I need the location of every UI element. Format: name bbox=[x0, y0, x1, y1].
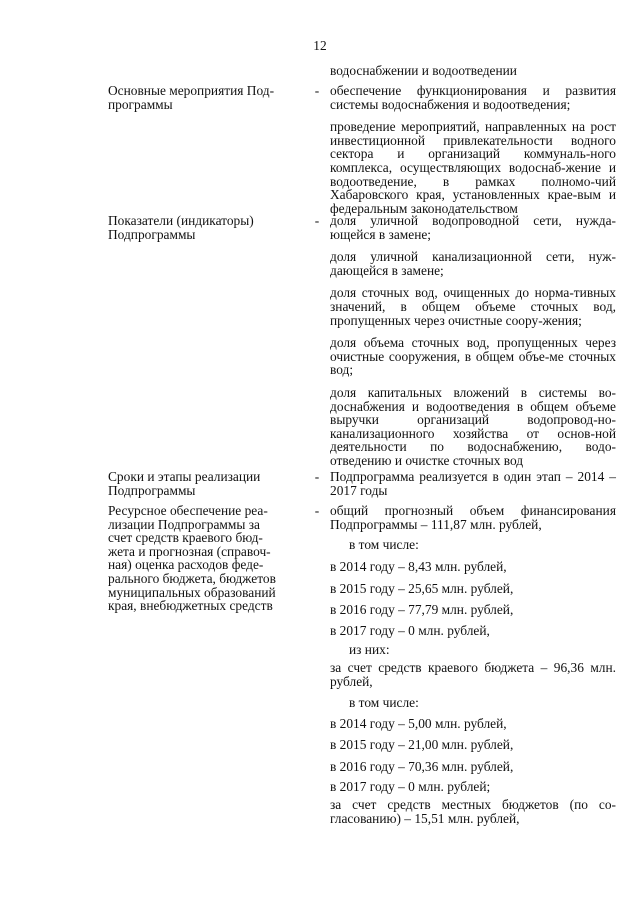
row-items bbox=[330, 84, 616, 224]
of-them-label: из них: bbox=[349, 642, 390, 657]
page-number: 12 bbox=[313, 38, 327, 53]
row-label: Основные мероприятия Под- программы bbox=[108, 83, 275, 112]
list-item: Подпрограмма реализуется в один этап – 2014 – 2017 годы bbox=[330, 469, 616, 498]
breakdown-header: в том числе: bbox=[349, 695, 419, 710]
row-items bbox=[330, 504, 616, 540]
list-item: обеспечение функционирования и развития системы водоснабжения и водоотведения; bbox=[330, 83, 616, 112]
list-item: доля капитальных вложений в системы во-доснабжения и водоотведения в общем объеме выручки организаций водопровод-но-канализационного хозяйства от основ-ной деятельности по водоснабжению, водо-отведению и очистке сточных вод bbox=[330, 384, 616, 468]
year-amount: в 2014 году – 5,00 млн. рублей, bbox=[330, 716, 507, 731]
local-budgets-total: за счет средств местных бюджетов (по со-гласованию) – 15,51 млн. рублей, bbox=[330, 797, 616, 826]
continuation-text: водоснабжении и водоотведении bbox=[330, 63, 517, 78]
row-items bbox=[330, 214, 616, 477]
year-amount: в 2017 году – 0 млн. рублей; bbox=[330, 779, 491, 794]
list-item: общий прогнозный объем финансирования Подпрограммы – 111,87 млн. рублей, bbox=[330, 503, 616, 532]
list-item: доля уличной канализационной сети, нуж-дающейся в замене; bbox=[330, 249, 616, 278]
year-amount: в 2015 году – 25,65 млн. рублей, bbox=[330, 581, 514, 596]
breakdown-header: в том числе: bbox=[349, 537, 419, 552]
year-amount: в 2014 году – 8,43 млн. рублей, bbox=[330, 559, 507, 574]
dash-separator: - bbox=[314, 503, 320, 518]
regional-budget-total: за счет средств краевого бюджета – 96,36 млн. рублей, bbox=[330, 660, 616, 689]
dash-separator: - bbox=[314, 469, 320, 484]
year-amount: в 2015 году – 21,00 млн. рублей, bbox=[330, 737, 514, 752]
row-items bbox=[330, 470, 616, 506]
year-amount: в 2016 году – 70,36 млн. рублей, bbox=[330, 759, 514, 774]
row-label: Сроки и этапы реализации Подпрограммы bbox=[108, 469, 261, 498]
row-label: Показатели (индикаторы) Подпрограммы bbox=[108, 213, 254, 242]
list-item: доля объема сточных вод, пропущенных через очистные сооружения, в общем объе-ме сточных вод; bbox=[330, 335, 616, 378]
list-item: проведение мероприятий, направленных на рост инвестиционной привлекательности водного сектора и организаций коммуналь-ного комплекса, осуществляющих водоснаб-жение и водоотведение, в рамках полномо-чий Хабаровского края, установленных крае-вым и федеральным законодательством bbox=[330, 119, 616, 216]
dash-separator: - bbox=[314, 213, 320, 228]
dash-separator: - bbox=[314, 83, 320, 98]
list-item: доля уличной водопроводной сети, нужда-ющейся в замене; bbox=[330, 213, 616, 242]
list-item: доля сточных вод, очищенных до норма-тивных значений, в общем объеме сточных вод, пропущенных через очистные соору-жения; bbox=[330, 285, 616, 328]
year-amount: в 2016 году – 77,79 млн. рублей, bbox=[330, 602, 514, 617]
year-amount: в 2017 году – 0 млн. рублей, bbox=[330, 623, 490, 638]
row-label: Ресурсное обеспечение реа- лизации Подпрограммы за счет средств краевого бюд- жета и прогнозная (справоч- ная) оценка расходов феде- рального бюджета, бюджетов муниципальных образований края, внебюджетных средств bbox=[108, 503, 276, 614]
